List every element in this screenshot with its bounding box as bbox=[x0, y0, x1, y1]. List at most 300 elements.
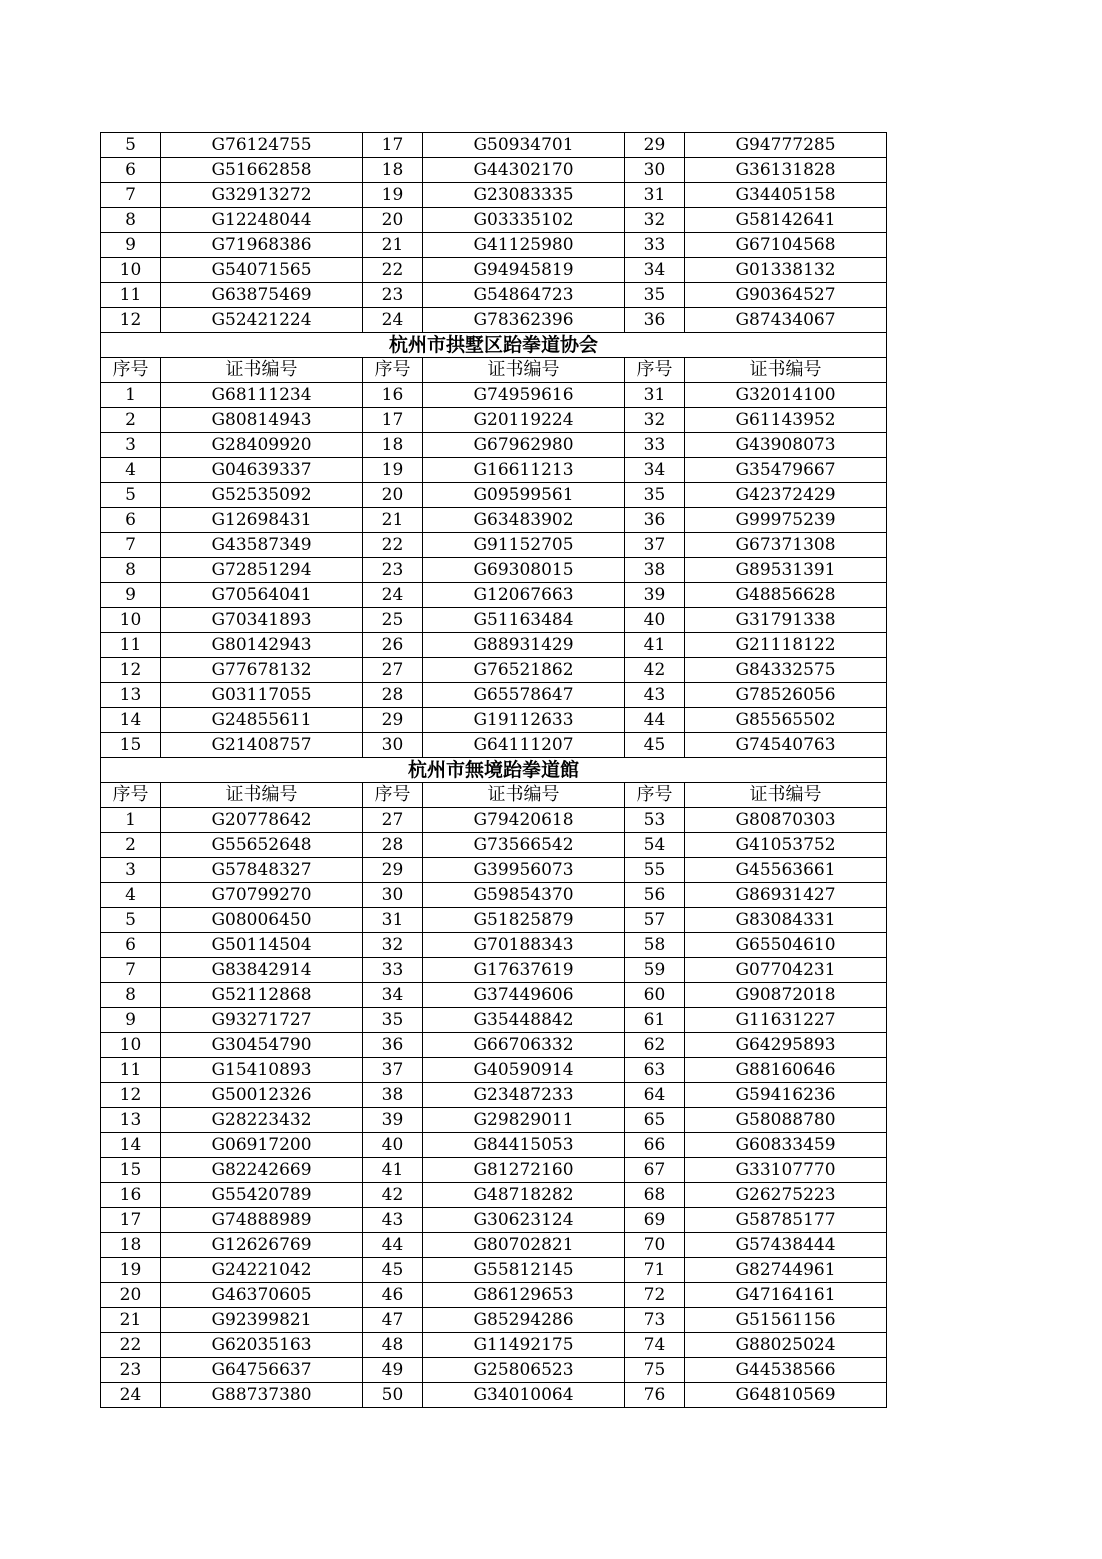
seq-cell: 19 bbox=[363, 458, 423, 483]
cert-number-cell: G85294286 bbox=[423, 1308, 625, 1333]
cert-number-cell: G26275223 bbox=[685, 1183, 887, 1208]
seq-cell: 43 bbox=[625, 683, 685, 708]
table-row bbox=[101, 1358, 887, 1383]
header-seq: 序号 bbox=[101, 783, 161, 808]
table-row bbox=[101, 208, 887, 233]
cert-number-cell: G44538566 bbox=[685, 1358, 887, 1383]
table-row bbox=[101, 1308, 887, 1333]
cert-number-cell: G85565502 bbox=[685, 708, 887, 733]
table-row bbox=[101, 658, 887, 683]
header-cert-number: 证书编号 bbox=[161, 358, 363, 383]
table-row bbox=[101, 283, 887, 308]
cert-number-cell: G58785177 bbox=[685, 1208, 887, 1233]
cert-number-cell: G31791338 bbox=[685, 608, 887, 633]
cert-number-cell: G80702821 bbox=[423, 1233, 625, 1258]
cert-number-cell: G52535092 bbox=[161, 483, 363, 508]
seq-cell: 11 bbox=[101, 283, 161, 308]
cert-number-cell: G76124755 bbox=[161, 133, 363, 158]
table-row bbox=[101, 383, 887, 408]
header-row bbox=[101, 358, 887, 383]
cert-number-cell: G20119224 bbox=[423, 408, 625, 433]
seq-cell: 6 bbox=[101, 158, 161, 183]
cert-number-cell: G17637619 bbox=[423, 958, 625, 983]
cert-number-cell: G78362396 bbox=[423, 308, 625, 333]
table-row bbox=[101, 908, 887, 933]
cert-number-cell: G63875469 bbox=[161, 283, 363, 308]
seq-cell: 3 bbox=[101, 858, 161, 883]
cert-number-cell: G03117055 bbox=[161, 683, 363, 708]
cert-number-cell: G79420618 bbox=[423, 808, 625, 833]
seq-cell: 18 bbox=[363, 158, 423, 183]
cert-number-cell: G67104568 bbox=[685, 233, 887, 258]
cert-number-cell: G04639337 bbox=[161, 458, 363, 483]
cert-number-cell: G77678132 bbox=[161, 658, 363, 683]
seq-cell: 64 bbox=[625, 1083, 685, 1108]
seq-cell: 6 bbox=[101, 933, 161, 958]
table-row bbox=[101, 633, 887, 658]
table-row bbox=[101, 408, 887, 433]
seq-cell: 18 bbox=[363, 433, 423, 458]
seq-cell: 8 bbox=[101, 558, 161, 583]
seq-cell: 53 bbox=[625, 808, 685, 833]
cert-number-cell: G80870303 bbox=[685, 808, 887, 833]
cert-number-cell: G65504610 bbox=[685, 933, 887, 958]
seq-cell: 16 bbox=[363, 383, 423, 408]
seq-cell: 7 bbox=[101, 533, 161, 558]
cert-number-cell: G64111207 bbox=[423, 733, 625, 758]
cert-number-cell: G65578647 bbox=[423, 683, 625, 708]
seq-cell: 29 bbox=[363, 708, 423, 733]
cert-number-cell: G24221042 bbox=[161, 1258, 363, 1283]
seq-cell: 22 bbox=[101, 1333, 161, 1358]
seq-cell: 15 bbox=[101, 1158, 161, 1183]
cert-number-cell: G89531391 bbox=[685, 558, 887, 583]
table-row bbox=[101, 833, 887, 858]
seq-cell: 75 bbox=[625, 1358, 685, 1383]
table-row bbox=[101, 1283, 887, 1308]
table-row bbox=[101, 1108, 887, 1133]
seq-cell: 1 bbox=[101, 808, 161, 833]
seq-cell: 42 bbox=[363, 1183, 423, 1208]
seq-cell: 21 bbox=[101, 1308, 161, 1333]
cert-number-cell: G91152705 bbox=[423, 533, 625, 558]
cert-number-cell: G50012326 bbox=[161, 1083, 363, 1108]
seq-cell: 23 bbox=[101, 1358, 161, 1383]
header-seq: 序号 bbox=[625, 783, 685, 808]
seq-cell: 65 bbox=[625, 1108, 685, 1133]
cert-number-cell: G62035163 bbox=[161, 1333, 363, 1358]
table-row bbox=[101, 1033, 887, 1058]
header-cert-number: 证书编号 bbox=[685, 358, 887, 383]
cert-number-cell: G29829011 bbox=[423, 1108, 625, 1133]
seq-cell: 19 bbox=[363, 183, 423, 208]
seq-cell: 62 bbox=[625, 1033, 685, 1058]
cert-number-cell: G50114504 bbox=[161, 933, 363, 958]
cert-number-cell: G54071565 bbox=[161, 258, 363, 283]
table-row bbox=[101, 1333, 887, 1358]
cert-number-cell: G43587349 bbox=[161, 533, 363, 558]
cert-number-cell: G28409920 bbox=[161, 433, 363, 458]
cert-number-cell: G92399821 bbox=[161, 1308, 363, 1333]
cert-number-cell: G23083335 bbox=[423, 183, 625, 208]
table-row bbox=[101, 158, 887, 183]
seq-cell: 25 bbox=[363, 608, 423, 633]
table-row bbox=[101, 808, 887, 833]
seq-cell: 35 bbox=[625, 283, 685, 308]
seq-cell: 5 bbox=[101, 133, 161, 158]
cert-number-cell: G24855611 bbox=[161, 708, 363, 733]
seq-cell: 16 bbox=[101, 1183, 161, 1208]
seq-cell: 18 bbox=[101, 1233, 161, 1258]
cert-number-cell: G51825879 bbox=[423, 908, 625, 933]
seq-cell: 7 bbox=[101, 183, 161, 208]
seq-cell: 73 bbox=[625, 1308, 685, 1333]
seq-cell: 54 bbox=[625, 833, 685, 858]
table-row bbox=[101, 733, 887, 758]
seq-cell: 14 bbox=[101, 708, 161, 733]
cert-number-cell: G88160646 bbox=[685, 1058, 887, 1083]
cert-number-cell: G76521862 bbox=[423, 658, 625, 683]
cert-number-cell: G59854370 bbox=[423, 883, 625, 908]
seq-cell: 31 bbox=[625, 183, 685, 208]
seq-cell: 20 bbox=[101, 1283, 161, 1308]
table-row bbox=[101, 1158, 887, 1183]
cert-number-cell: G59416236 bbox=[685, 1083, 887, 1108]
seq-cell: 12 bbox=[101, 658, 161, 683]
seq-cell: 36 bbox=[625, 308, 685, 333]
cert-number-cell: G90872018 bbox=[685, 983, 887, 1008]
seq-cell: 32 bbox=[625, 408, 685, 433]
cert-number-cell: G70799270 bbox=[161, 883, 363, 908]
cert-number-cell: G52112868 bbox=[161, 983, 363, 1008]
seq-cell: 14 bbox=[101, 1133, 161, 1158]
cert-number-cell: G34010064 bbox=[423, 1383, 625, 1408]
seq-cell: 46 bbox=[363, 1283, 423, 1308]
seq-cell: 10 bbox=[101, 608, 161, 633]
seq-cell: 47 bbox=[363, 1308, 423, 1333]
cert-number-cell: G48718282 bbox=[423, 1183, 625, 1208]
cert-number-cell: G51662858 bbox=[161, 158, 363, 183]
cert-number-cell: G01338132 bbox=[685, 258, 887, 283]
cert-number-cell: G06917200 bbox=[161, 1133, 363, 1158]
cert-number-cell: G21408757 bbox=[161, 733, 363, 758]
seq-cell: 40 bbox=[625, 608, 685, 633]
seq-cell: 33 bbox=[363, 958, 423, 983]
table-row bbox=[101, 883, 887, 908]
seq-cell: 21 bbox=[363, 233, 423, 258]
table-row bbox=[101, 1183, 887, 1208]
header-cert-number: 证书编号 bbox=[423, 783, 625, 808]
cert-number-cell: G34405158 bbox=[685, 183, 887, 208]
seq-cell: 48 bbox=[363, 1333, 423, 1358]
cert-number-cell: G35479667 bbox=[685, 458, 887, 483]
table-row bbox=[101, 308, 887, 333]
cert-number-cell: G09599561 bbox=[423, 483, 625, 508]
header-seq: 序号 bbox=[101, 358, 161, 383]
cert-number-cell: G12626769 bbox=[161, 1233, 363, 1258]
header-cert-number: 证书编号 bbox=[423, 358, 625, 383]
seq-cell: 40 bbox=[363, 1133, 423, 1158]
seq-cell: 45 bbox=[363, 1258, 423, 1283]
cert-number-cell: G94945819 bbox=[423, 258, 625, 283]
table-row bbox=[101, 608, 887, 633]
table-row bbox=[101, 1133, 887, 1158]
table-row bbox=[101, 433, 887, 458]
seq-cell: 76 bbox=[625, 1383, 685, 1408]
seq-cell: 23 bbox=[363, 283, 423, 308]
seq-cell: 71 bbox=[625, 1258, 685, 1283]
seq-cell: 11 bbox=[101, 1058, 161, 1083]
seq-cell: 44 bbox=[363, 1233, 423, 1258]
seq-cell: 34 bbox=[363, 983, 423, 1008]
seq-cell: 7 bbox=[101, 958, 161, 983]
cert-number-cell: G64810569 bbox=[685, 1383, 887, 1408]
cert-number-cell: G74888989 bbox=[161, 1208, 363, 1233]
seq-cell: 15 bbox=[101, 733, 161, 758]
seq-cell: 9 bbox=[101, 1008, 161, 1033]
cert-number-cell: G47164161 bbox=[685, 1283, 887, 1308]
seq-cell: 43 bbox=[363, 1208, 423, 1233]
seq-cell: 30 bbox=[625, 158, 685, 183]
section-title-row bbox=[101, 333, 887, 358]
cert-number-cell: G69308015 bbox=[423, 558, 625, 583]
cert-number-cell: G32014100 bbox=[685, 383, 887, 408]
table-row bbox=[101, 1058, 887, 1083]
cert-number-cell: G99975239 bbox=[685, 508, 887, 533]
cert-number-cell: G66706332 bbox=[423, 1033, 625, 1058]
seq-cell: 4 bbox=[101, 883, 161, 908]
cert-number-cell: G84415053 bbox=[423, 1133, 625, 1158]
cert-number-cell: G63483902 bbox=[423, 508, 625, 533]
seq-cell: 9 bbox=[101, 233, 161, 258]
cert-number-cell: G52421224 bbox=[161, 308, 363, 333]
header-seq: 序号 bbox=[363, 358, 423, 383]
table-row bbox=[101, 583, 887, 608]
table-row bbox=[101, 133, 887, 158]
seq-cell: 20 bbox=[363, 483, 423, 508]
seq-cell: 19 bbox=[101, 1258, 161, 1283]
seq-cell: 39 bbox=[363, 1108, 423, 1133]
cert-number-cell: G84332575 bbox=[685, 658, 887, 683]
header-cert-number: 证书编号 bbox=[685, 783, 887, 808]
seq-cell: 69 bbox=[625, 1208, 685, 1233]
cert-number-cell: G12698431 bbox=[161, 508, 363, 533]
seq-cell: 29 bbox=[363, 858, 423, 883]
cert-number-cell: G88025024 bbox=[685, 1333, 887, 1358]
cert-number-cell: G08006450 bbox=[161, 908, 363, 933]
cert-number-cell: G43908073 bbox=[685, 433, 887, 458]
cert-number-cell: G16611213 bbox=[423, 458, 625, 483]
seq-cell: 38 bbox=[625, 558, 685, 583]
seq-cell: 22 bbox=[363, 258, 423, 283]
seq-cell: 31 bbox=[625, 383, 685, 408]
table-row bbox=[101, 233, 887, 258]
cert-number-cell: G51163484 bbox=[423, 608, 625, 633]
cert-number-cell: G46370605 bbox=[161, 1283, 363, 1308]
seq-cell: 26 bbox=[363, 633, 423, 658]
table-row bbox=[101, 1233, 887, 1258]
cert-number-cell: G87434067 bbox=[685, 308, 887, 333]
cert-number-cell: G12067663 bbox=[423, 583, 625, 608]
table-row bbox=[101, 1083, 887, 1108]
cert-number-cell: G73566542 bbox=[423, 833, 625, 858]
cert-number-cell: G30623124 bbox=[423, 1208, 625, 1233]
seq-cell: 44 bbox=[625, 708, 685, 733]
cert-number-cell: G83084331 bbox=[685, 908, 887, 933]
seq-cell: 32 bbox=[625, 208, 685, 233]
cert-number-cell: G70188343 bbox=[423, 933, 625, 958]
cert-number-cell: G28223432 bbox=[161, 1108, 363, 1133]
seq-cell: 22 bbox=[363, 533, 423, 558]
seq-cell: 29 bbox=[625, 133, 685, 158]
seq-cell: 13 bbox=[101, 683, 161, 708]
seq-cell: 36 bbox=[625, 508, 685, 533]
section-title: 杭州市拱墅区跆拳道协会 bbox=[101, 333, 887, 358]
cert-number-cell: G07704231 bbox=[685, 958, 887, 983]
cert-number-cell: G35448842 bbox=[423, 1008, 625, 1033]
seq-cell: 17 bbox=[101, 1208, 161, 1233]
cert-number-cell: G57848327 bbox=[161, 858, 363, 883]
cert-number-cell: G88931429 bbox=[423, 633, 625, 658]
seq-cell: 35 bbox=[363, 1008, 423, 1033]
seq-cell: 57 bbox=[625, 908, 685, 933]
cert-number-cell: G55812145 bbox=[423, 1258, 625, 1283]
table-row bbox=[101, 933, 887, 958]
seq-cell: 41 bbox=[625, 633, 685, 658]
cert-number-cell: G61143952 bbox=[685, 408, 887, 433]
seq-cell: 2 bbox=[101, 408, 161, 433]
cert-number-cell: G33107770 bbox=[685, 1158, 887, 1183]
cert-number-cell: G44302170 bbox=[423, 158, 625, 183]
cert-number-cell: G12248044 bbox=[161, 208, 363, 233]
cert-number-cell: G03335102 bbox=[423, 208, 625, 233]
table-body bbox=[101, 133, 887, 1408]
seq-cell: 8 bbox=[101, 208, 161, 233]
seq-cell: 55 bbox=[625, 858, 685, 883]
cert-number-cell: G58142641 bbox=[685, 208, 887, 233]
seq-cell: 12 bbox=[101, 1083, 161, 1108]
cert-number-cell: G30454790 bbox=[161, 1033, 363, 1058]
cert-number-cell: G25806523 bbox=[423, 1358, 625, 1383]
cert-number-cell: G71968386 bbox=[161, 233, 363, 258]
seq-cell: 6 bbox=[101, 508, 161, 533]
table-row bbox=[101, 958, 887, 983]
cert-number-cell: G68111234 bbox=[161, 383, 363, 408]
seq-cell: 13 bbox=[101, 1108, 161, 1133]
cert-number-cell: G54864723 bbox=[423, 283, 625, 308]
cert-number-cell: G42372429 bbox=[685, 483, 887, 508]
seq-cell: 66 bbox=[625, 1133, 685, 1158]
cert-number-cell: G37449606 bbox=[423, 983, 625, 1008]
seq-cell: 41 bbox=[363, 1158, 423, 1183]
seq-cell: 10 bbox=[101, 258, 161, 283]
table-row bbox=[101, 533, 887, 558]
seq-cell: 74 bbox=[625, 1333, 685, 1358]
header-cert-number: 证书编号 bbox=[161, 783, 363, 808]
table-row bbox=[101, 1208, 887, 1233]
cert-number-cell: G70341893 bbox=[161, 608, 363, 633]
table-row bbox=[101, 183, 887, 208]
seq-cell: 27 bbox=[363, 658, 423, 683]
seq-cell: 23 bbox=[363, 558, 423, 583]
seq-cell: 9 bbox=[101, 583, 161, 608]
seq-cell: 4 bbox=[101, 458, 161, 483]
seq-cell: 50 bbox=[363, 1383, 423, 1408]
seq-cell: 63 bbox=[625, 1058, 685, 1083]
cert-number-cell: G93271727 bbox=[161, 1008, 363, 1033]
cert-number-cell: G41053752 bbox=[685, 833, 887, 858]
seq-cell: 33 bbox=[625, 433, 685, 458]
cert-number-cell: G67962980 bbox=[423, 433, 625, 458]
seq-cell: 72 bbox=[625, 1283, 685, 1308]
table-row bbox=[101, 558, 887, 583]
cert-number-cell: G51561156 bbox=[685, 1308, 887, 1333]
seq-cell: 35 bbox=[625, 483, 685, 508]
seq-cell: 2 bbox=[101, 833, 161, 858]
seq-cell: 24 bbox=[363, 308, 423, 333]
table-row bbox=[101, 508, 887, 533]
seq-cell: 17 bbox=[363, 408, 423, 433]
cert-number-cell: G81272160 bbox=[423, 1158, 625, 1183]
seq-cell: 3 bbox=[101, 433, 161, 458]
seq-cell: 56 bbox=[625, 883, 685, 908]
cert-number-cell: G32913272 bbox=[161, 183, 363, 208]
cert-number-cell: G74959616 bbox=[423, 383, 625, 408]
seq-cell: 68 bbox=[625, 1183, 685, 1208]
seq-cell: 34 bbox=[625, 258, 685, 283]
cert-number-cell: G74540763 bbox=[685, 733, 887, 758]
seq-cell: 49 bbox=[363, 1358, 423, 1383]
seq-cell: 42 bbox=[625, 658, 685, 683]
cert-number-cell: G64295893 bbox=[685, 1033, 887, 1058]
section-title-row bbox=[101, 758, 887, 783]
cert-number-cell: G86931427 bbox=[685, 883, 887, 908]
seq-cell: 60 bbox=[625, 983, 685, 1008]
seq-cell: 39 bbox=[625, 583, 685, 608]
seq-cell: 30 bbox=[363, 733, 423, 758]
cert-number-cell: G40590914 bbox=[423, 1058, 625, 1083]
seq-cell: 24 bbox=[363, 583, 423, 608]
seq-cell: 59 bbox=[625, 958, 685, 983]
cert-number-cell: G36131828 bbox=[685, 158, 887, 183]
table-row bbox=[101, 1008, 887, 1033]
table-row bbox=[101, 708, 887, 733]
seq-cell: 32 bbox=[363, 933, 423, 958]
seq-cell: 27 bbox=[363, 808, 423, 833]
seq-cell: 37 bbox=[625, 533, 685, 558]
seq-cell: 5 bbox=[101, 483, 161, 508]
seq-cell: 36 bbox=[363, 1033, 423, 1058]
cert-number-cell: G94777285 bbox=[685, 133, 887, 158]
seq-cell: 28 bbox=[363, 683, 423, 708]
cert-number-cell: G72851294 bbox=[161, 558, 363, 583]
cert-number-cell: G58088780 bbox=[685, 1108, 887, 1133]
cert-number-cell: G57438444 bbox=[685, 1233, 887, 1258]
cert-number-cell: G11492175 bbox=[423, 1333, 625, 1358]
seq-cell: 34 bbox=[625, 458, 685, 483]
table-row bbox=[101, 258, 887, 283]
cert-number-cell: G55420789 bbox=[161, 1183, 363, 1208]
cert-number-cell: G23487233 bbox=[423, 1083, 625, 1108]
seq-cell: 1 bbox=[101, 383, 161, 408]
seq-cell: 45 bbox=[625, 733, 685, 758]
seq-cell: 28 bbox=[363, 833, 423, 858]
cert-number-cell: G21118122 bbox=[685, 633, 887, 658]
table-row bbox=[101, 1383, 887, 1408]
cert-number-cell: G60833459 bbox=[685, 1133, 887, 1158]
cert-number-cell: G70564041 bbox=[161, 583, 363, 608]
seq-cell: 61 bbox=[625, 1008, 685, 1033]
